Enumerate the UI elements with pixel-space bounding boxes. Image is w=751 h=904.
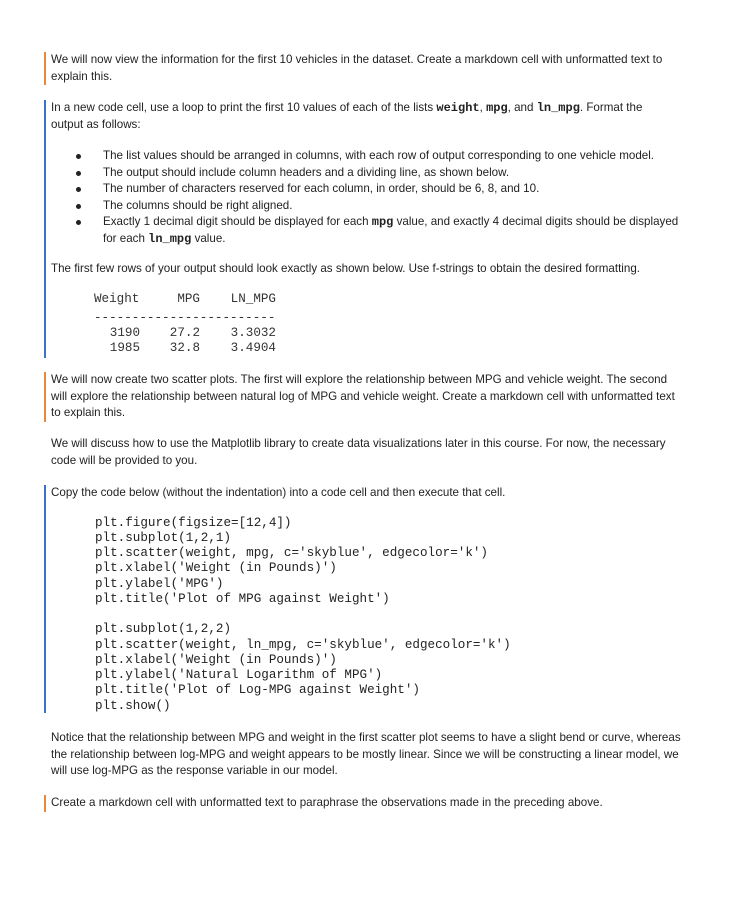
instruction-text: will explore the relationship between natural log of MPG and vehicle weight. Create a markdown cell with unformatted text [51, 389, 675, 403]
instruction-text: The first few rows of your output should look exactly as shown below. Use f-strings to obtain the desired formatting. [51, 262, 640, 275]
instruction-text: the relationship between log-MPG and weight appears to be mostly linear. Since we will be constructing a linear model, we [51, 747, 679, 761]
cell-ln-mpg: 3.4904 [230, 341, 276, 356]
column-header-weight: Weight [94, 291, 140, 306]
list-item: The number of characters reserved for each column, in order, should be 6, 8, and 10. [51, 181, 716, 198]
code-line: plt.xlabel('Weight (in Pounds)') [95, 652, 337, 667]
instruction-text: We will discuss how to use the Matplotlib library to create data visualizations later in this course. For now, the necessary [51, 437, 666, 450]
code-line: plt.scatter(weight, ln_mpg, c='skyblue', edgecolor='k') [95, 637, 511, 652]
output-divider: ------------------------ [94, 310, 276, 325]
table-row [94, 341, 276, 356]
list-item: The columns should be right aligned. [51, 198, 716, 215]
column-header-mpg: MPG [177, 291, 200, 306]
sample-output [94, 292, 276, 357]
bullet-icon [76, 204, 81, 209]
bullet-icon [76, 154, 81, 159]
var-ln-mpg: ln_mpg [148, 231, 192, 246]
var-ln-mpg: ln_mpg [536, 101, 580, 115]
instruction-text: will use log-MPG as the response variable in our model. [51, 764, 338, 777]
bullet-icon [76, 187, 81, 192]
var-mpg: mpg [371, 215, 394, 229]
instruction-text: We will now view the information for the first 10 vehicles in the dataset. Create a markdown cell with unformatted text to [51, 53, 663, 66]
instruction-text: Notice that the relationship between MPG and weight in the first scatter plot seems to have a slight bend or curve, whereas [51, 731, 681, 744]
instruction-view-first-10 [44, 52, 716, 85]
var-weight: weight [436, 101, 480, 115]
code-line: plt.title('Plot of MPG against Weight') [95, 591, 390, 606]
code-line: plt.subplot(1,2,2) [95, 622, 232, 637]
instruction-text: Create a markdown cell with unformatted text to paraphrase the observations made in the preceding above. [51, 796, 603, 809]
var-mpg: mpg [486, 101, 508, 115]
cell-weight: 1985 [109, 341, 140, 356]
note-observations [44, 730, 716, 780]
cell-weight: 3190 [109, 326, 140, 341]
code-line: plt.show() [95, 698, 171, 713]
code-line: plt.ylabel('Natural Logarithm of MPG') [95, 668, 383, 683]
instruction-text: to explain this. [51, 406, 126, 419]
output-divider-row [94, 311, 276, 326]
code-line: plt.scatter(weight, mpg, c='skyblue', edgecolor='k') [95, 546, 488, 561]
code-line: plt.ylabel('MPG') [95, 576, 224, 591]
code-line: plt.title('Plot of Log-MPG against Weight') [95, 683, 420, 698]
code-block-subplot-1 [95, 516, 716, 608]
bullet-icon [76, 220, 81, 225]
list-item: The output should include column headers and a dividing line, as shown below. [51, 165, 716, 182]
column-header-ln-mpg: LN_MPG [230, 291, 276, 306]
cell-mpg: 32.8 [169, 341, 200, 356]
list-item: The list values should be arranged in columns, with each row of output corresponding to one vehicle model. [51, 148, 716, 165]
instruction-text: We will now create two scatter plots. The first will explore the relationship between MPG and vehicle weight. The second [51, 373, 668, 386]
bullet-icon [76, 171, 81, 176]
table-row [94, 326, 276, 341]
instruction-copy-code [44, 485, 716, 713]
instruction-paraphrase [44, 795, 716, 812]
instruction-text: code will be provided to you. [51, 453, 198, 467]
instruction-text: Copy the code below (without the indentation) into a code cell and then execute that cell. [51, 486, 506, 499]
code-line: plt.xlabel('Weight (in Pounds)') [95, 561, 337, 576]
code-line: plt.figure(figsize=[12,4]) [95, 515, 292, 530]
code-block-subplot-2 [95, 622, 716, 714]
instruction-scatter-plots [44, 372, 716, 422]
code-line: plt.subplot(1,2,1) [95, 530, 232, 545]
cell-ln-mpg: 3.3032 [230, 326, 276, 341]
instruction-text: explain this. [51, 69, 113, 83]
instruction-text: output as follows: [51, 117, 141, 131]
instruction-loop-print [44, 100, 716, 358]
list-item: Exactly 1 decimal digit should be displayed for each mpg value, and exactly 4 decimal digits should be displayed for each ln_mpg value. [51, 214, 716, 247]
cell-mpg: 27.2 [169, 326, 200, 341]
instruction-text: In a new code cell, use a loop to print the first 10 values of each of the lists weight, mpg, and ln_mpg. Format the [51, 101, 643, 115]
format-rules-list [51, 148, 716, 247]
note-matplotlib [44, 436, 716, 469]
output-header-row [94, 292, 276, 307]
